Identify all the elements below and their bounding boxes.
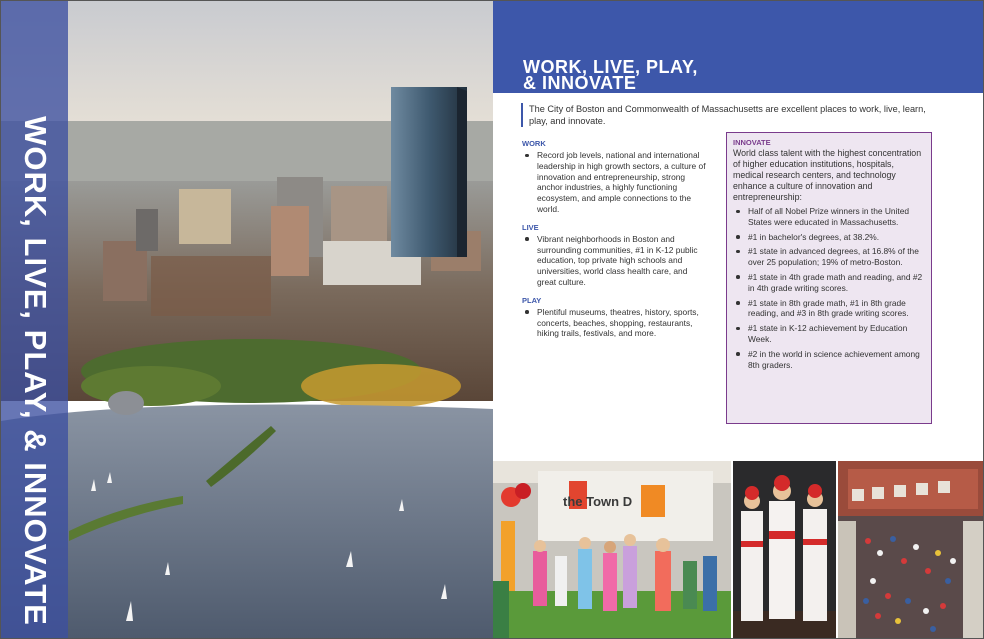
innovate-intro: World class talent with the highest concentration of higher education institutions, hospitals, medical research centers, and technology enhance a culture of innovation and entrepreneurship: [733, 148, 922, 202]
play-list [522, 307, 708, 339]
stage-sign: the Town D [563, 494, 633, 509]
left-page [1, 1, 493, 639]
list-item: #2 in the world in science achievement among 8th graders. [733, 349, 926, 371]
list-item: #1 state in K-12 achievement by Education Week. [733, 323, 926, 345]
list-item: #1 state in advanced degrees, at 16.8% of the over 25 population; 19% of metro-Boston. [733, 246, 926, 268]
boston-aerial-photo [1, 1, 493, 639]
crowd-photo [838, 461, 984, 639]
dancers-photo [733, 461, 836, 639]
innovate-box [726, 132, 932, 424]
page-title-line-2: & INNOVATE [523, 73, 637, 93]
list-item: Vibrant neighborhoods in Boston and surrounding communities, #1 in K-12 public education, top private high schools and universities, world class health care, and great culture. [522, 234, 708, 288]
live-heading: LIVE [522, 222, 539, 232]
list-item: Half of all Nobel Prize winners in the United States were educated in Massachusetts. [733, 206, 926, 228]
list-item: Record job levels, national and international leadership in high growth sectors, a culture of innovation and entrepreneurship, strong anchor industries, a highly functioning ecosystem, and ample connections to the world. [522, 150, 708, 215]
list-item: Plentiful museums, theatres, history, sports, concerts, beaches, shopping, restaurants, hiking trails, festivals, and more. [522, 307, 708, 339]
festival-photo [493, 461, 731, 639]
page-title-line-1: WORK, LIVE, PLAY, [523, 57, 698, 77]
live-list [522, 234, 708, 288]
play-heading: PLAY [522, 295, 542, 305]
list-item: #1 state in 8th grade math, #1 in 8th grade reading, and #3 in 8th grade writing scores. [733, 298, 926, 320]
right-page [493, 1, 984, 639]
list-item: #1 state in 4th grade math and reading, and #2 in 4th grade writing scores. [733, 272, 926, 294]
intro-text: The City of Boston and Commonwealth of Massachusetts are excellent places to work, live, learn, play, and innovate. [521, 103, 939, 127]
work-heading: WORK [522, 139, 546, 148]
innovate-list [733, 206, 926, 370]
work-list [522, 150, 708, 215]
side-title: WORK, LIVE, PLAY, & INNOVATE [18, 116, 53, 626]
page-title [523, 59, 773, 91]
left-column [522, 139, 708, 347]
innovate-heading: INNOVATE [733, 138, 771, 147]
list-item: #1 in bachelor's degrees, at 38.2%. [733, 232, 926, 243]
